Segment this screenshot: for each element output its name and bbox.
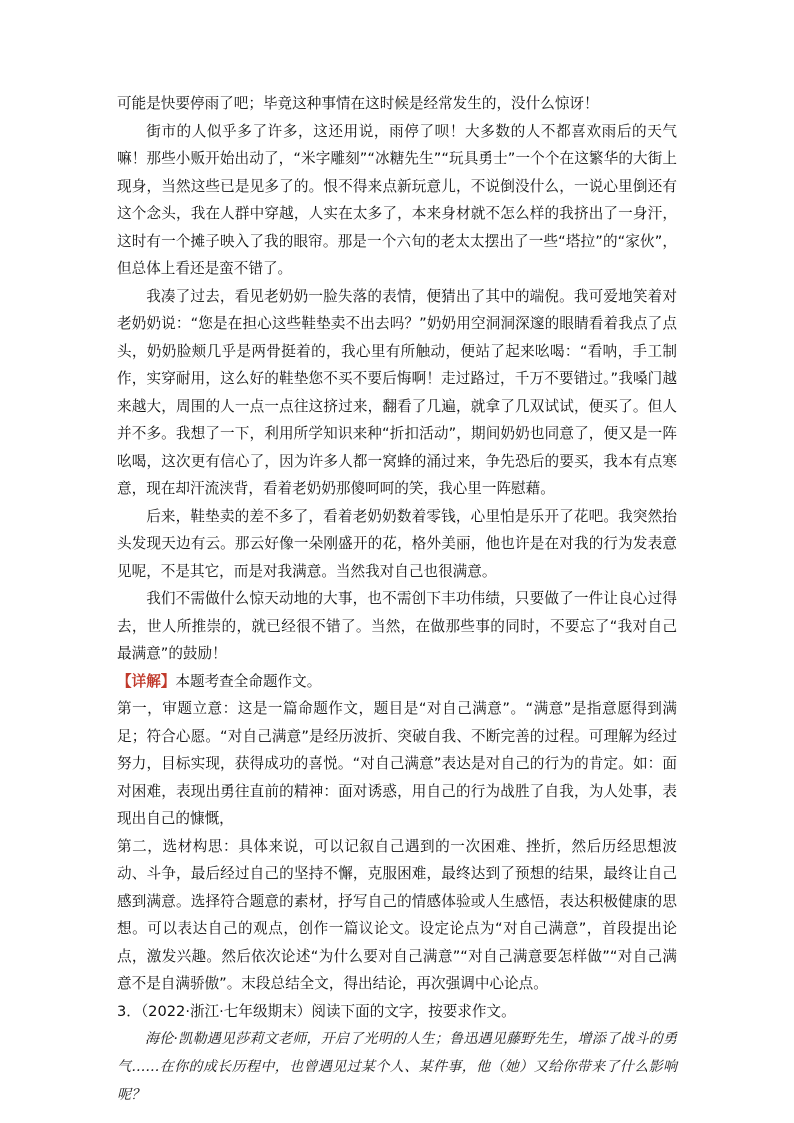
question-number: 3． <box>117 1002 141 1020</box>
question-source: （2022·浙江·七年级期末） <box>140 1002 312 1020</box>
essay-paragraph-3: 我凑了过去，看见老奶奶一脸失落的表情，便猜出了其中的端倪。我可爱地笑着对老奶奶说：“您是在担心这些鞋垫卖不出去吗？”奶奶用空洞洞深邃的眼睛看着我点了点头，奶奶脸颊几乎是两骨挺着的，我心里有所触动，便站了起来吆喝：“看呐，手工制作，实穿耐用，这么好的鞋垫您不买不要后悔啊！走过路过，千万不要错过。”我嗓门越来越大，周围的人一点一点往这挤过来，翻看了几遍，就拿了几双试试，便买了。但人并不多。我想了一下，利用所学知识来种“折扣活动”，期间奶奶也同意了，便又是一阵吆喝，这次更有信心了，因为许多人都一窝蜂的涌过来，争先恐后的要买，我本有点寒意，现在却汗流浃背，看着老奶奶那傻呵呵的笑，我心里一阵慰藉。 <box>117 287 677 497</box>
document-page <box>117 90 677 1109</box>
detail-tag: 【详解】 <box>117 672 176 690</box>
detail-intro <box>117 668 677 696</box>
question-header <box>117 998 677 1026</box>
question-instruction: 阅读下面的文字，按要求作文。 <box>311 1002 516 1020</box>
essay-paragraph-2: 街市的人似乎多了许多，这还用说，雨停了呗！大多数的人不都喜欢雨后的天气嘛！那些小贩开始出动了，“米字雕刻”“冰糖先生”“玩具勇士”一个个在这繁华的大街上现身，当然这些已是见多了的。恨不得来点新玩意儿，不说倒没什么，一说心里倒还有这个念头，我在人群中穿越，人实在太多了，本来身材就不怎么样的我挤出了一身汗，这时有一个摊子映入了我的眼帘。那是一个六旬的老太太摆出了一些“塔拉”的“家伙”，但总体上看还是蛮不错了。 <box>117 122 677 277</box>
question-prompt: 海伦·凯勒遇见莎莉文老师，开启了光明的人生；鲁迅遇见藤野先生，增添了战斗的勇气……在你的成长历程中，也曾遇见过某个人、某件事，他（她）又给你带来了什么影响呢？ <box>117 1031 677 1103</box>
detail-first-point: 第一，审题立意：这是一篇命题作文，题目是“对自己满意”。“满意”是指意愿得到满足；符合心愿。“对自己满意”是经历波折、突破自我、不断完善的过程。可理解为经过努力，目标实现，获得成功的喜悦。“对自己满意”表达是对自己的行为的肯定。如：面对困难，表现出勇往直前的精神：面对诱惑，用自己的行为战胜了自我，为人处事，表现出自己的慷慨， <box>117 700 677 827</box>
essay-paragraph-4: 后来，鞋垫卖的差不多了，看着老奶奶数着零钱，心里怕是乐开了花吧。我突然抬头发现天边有云。那云好像一朵刚盛开的花，格外美丽，他也许是在对我的行为发表意见呢，不是其它，而是对我满意。当然我对自己也很满意。 <box>117 507 677 580</box>
essay-paragraph-5: 我们不需做什么惊天动地的大事，也不需创下丰功伟绩，只要做了一件让良心过得去，世人所推崇的，就已经很不错了。当然，在做那些事的同时，不要忘了“我对自己最满意”的鼓励！ <box>117 590 677 662</box>
essay-paragraph-1: 可能是快要停雨了吧；毕竟这种事情在这时候是经常发生的，没什么惊讶！ <box>117 95 599 112</box>
detail-second-point: 第二，选材构思：具体来说，可以记叙自己遇到的一次困难、挫折，然后历经思想波动、斗争，最后经过自己的坚持不懈，克服困难，最终达到了预想的结果，最终让自己感到满意。选择符合题意的素材，抒写自己的情感体验或人生感悟，表达积极健康的思想。可以表达自己的观点，创作一篇议论文。设定论点为“对自己满意”，首段提出论点，激发兴趣。然后依次论述“为什么要对自己满意”“对自己满意要怎样做”“对自己满意不是自满骄傲”。末段总结全文，得出结论，再次强调中心论点。 <box>117 837 677 992</box>
detail-intro-text: 本题考查全命题作文。 <box>175 672 322 690</box>
